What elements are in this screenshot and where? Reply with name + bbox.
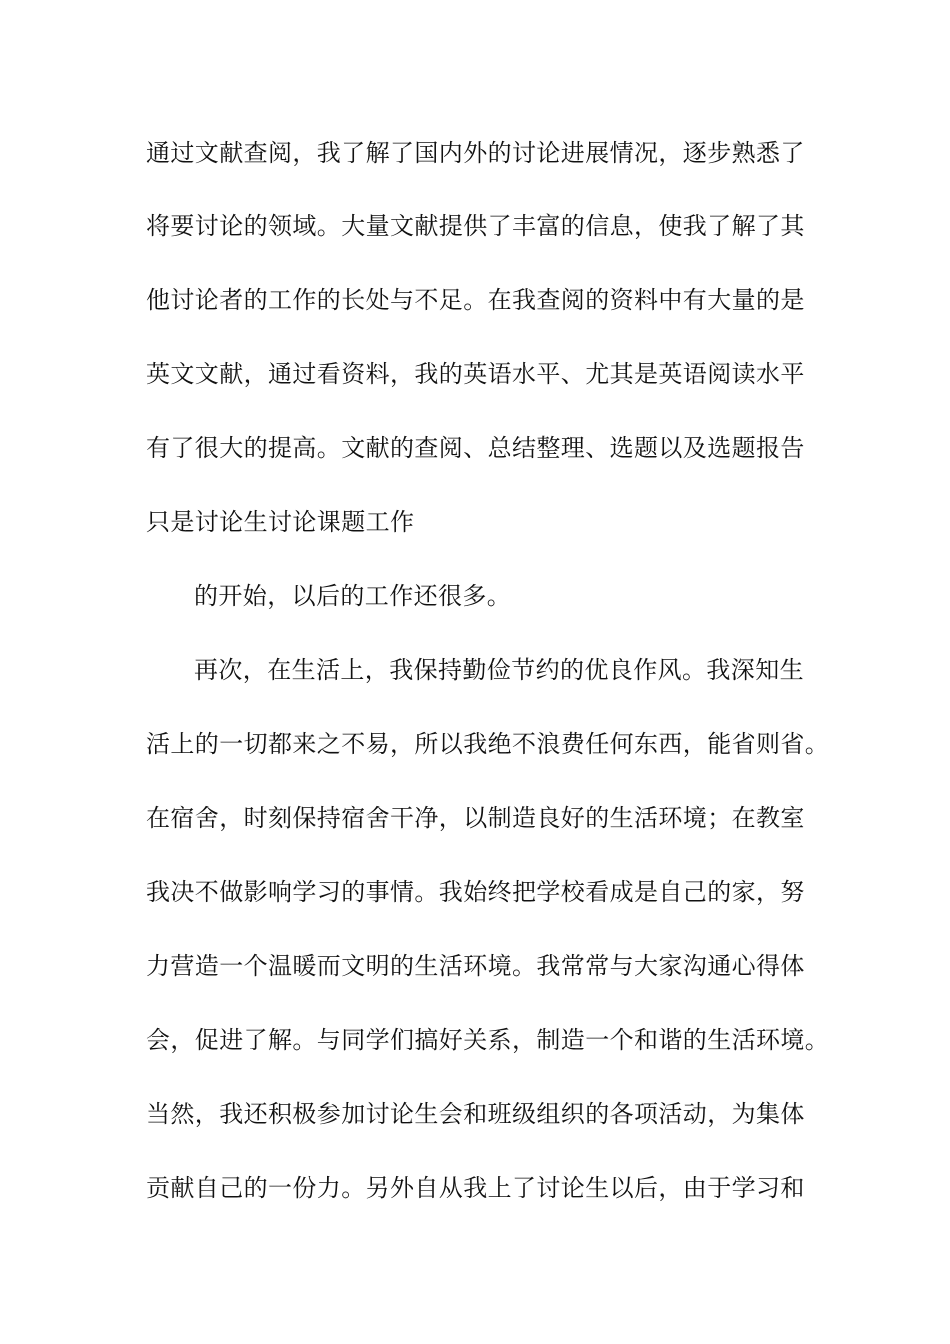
text-line-7: 的开始，以后的工作还很多。 xyxy=(194,582,512,610)
text-line-3: 他讨论者的工作的长处与不足。在我查阅的资料中有大量的是 xyxy=(146,286,805,314)
text-line-14: 当然，我还积极参加讨论生会和班级组织的各项活动，为集体 xyxy=(146,1100,805,1128)
text-line-2: 将要讨论的领域。大量文献提供了丰富的信息，使我了解了其 xyxy=(146,212,805,240)
text-line-5: 有了很大的提高。文献的查阅、总结整理、选题以及选题报告 xyxy=(146,434,805,462)
text-line-13: 会，促进了解。与同学们搞好关系，制造一个和谐的生活环境。 xyxy=(146,1026,830,1054)
paragraph-start: 再次，在生活上，我保持勤俭节约的优良作风。我深知生 xyxy=(194,656,804,684)
text-line-4: 英文文献，通过看资料，我的英语水平、尤其是英语阅读水平 xyxy=(146,360,805,388)
text-line-9: 活上的一切都来之不易，所以我绝不浪费任何东西，能省则省。 xyxy=(146,730,830,758)
text-line-15: 贡献自己的一份力。另外自从我上了讨论生以后，由于学习和 xyxy=(146,1174,805,1202)
text-line-6: 只是讨论生讨论课题工作 xyxy=(146,508,415,536)
text-line-10: 在宿舍，时刻保持宿舍干净，以制造良好的生活环境；在教室 xyxy=(146,804,805,832)
text-line-12: 力营造一个温暖而文明的生活环境。我常常与大家沟通心得体 xyxy=(146,952,805,980)
text-line-11: 我决不做影响学习的事情。我始终把学校看成是自己的家，努 xyxy=(146,878,805,906)
text-line-1: 通过文献查阅，我了解了国内外的讨论进展情况，逐步熟悉了 xyxy=(146,139,805,167)
